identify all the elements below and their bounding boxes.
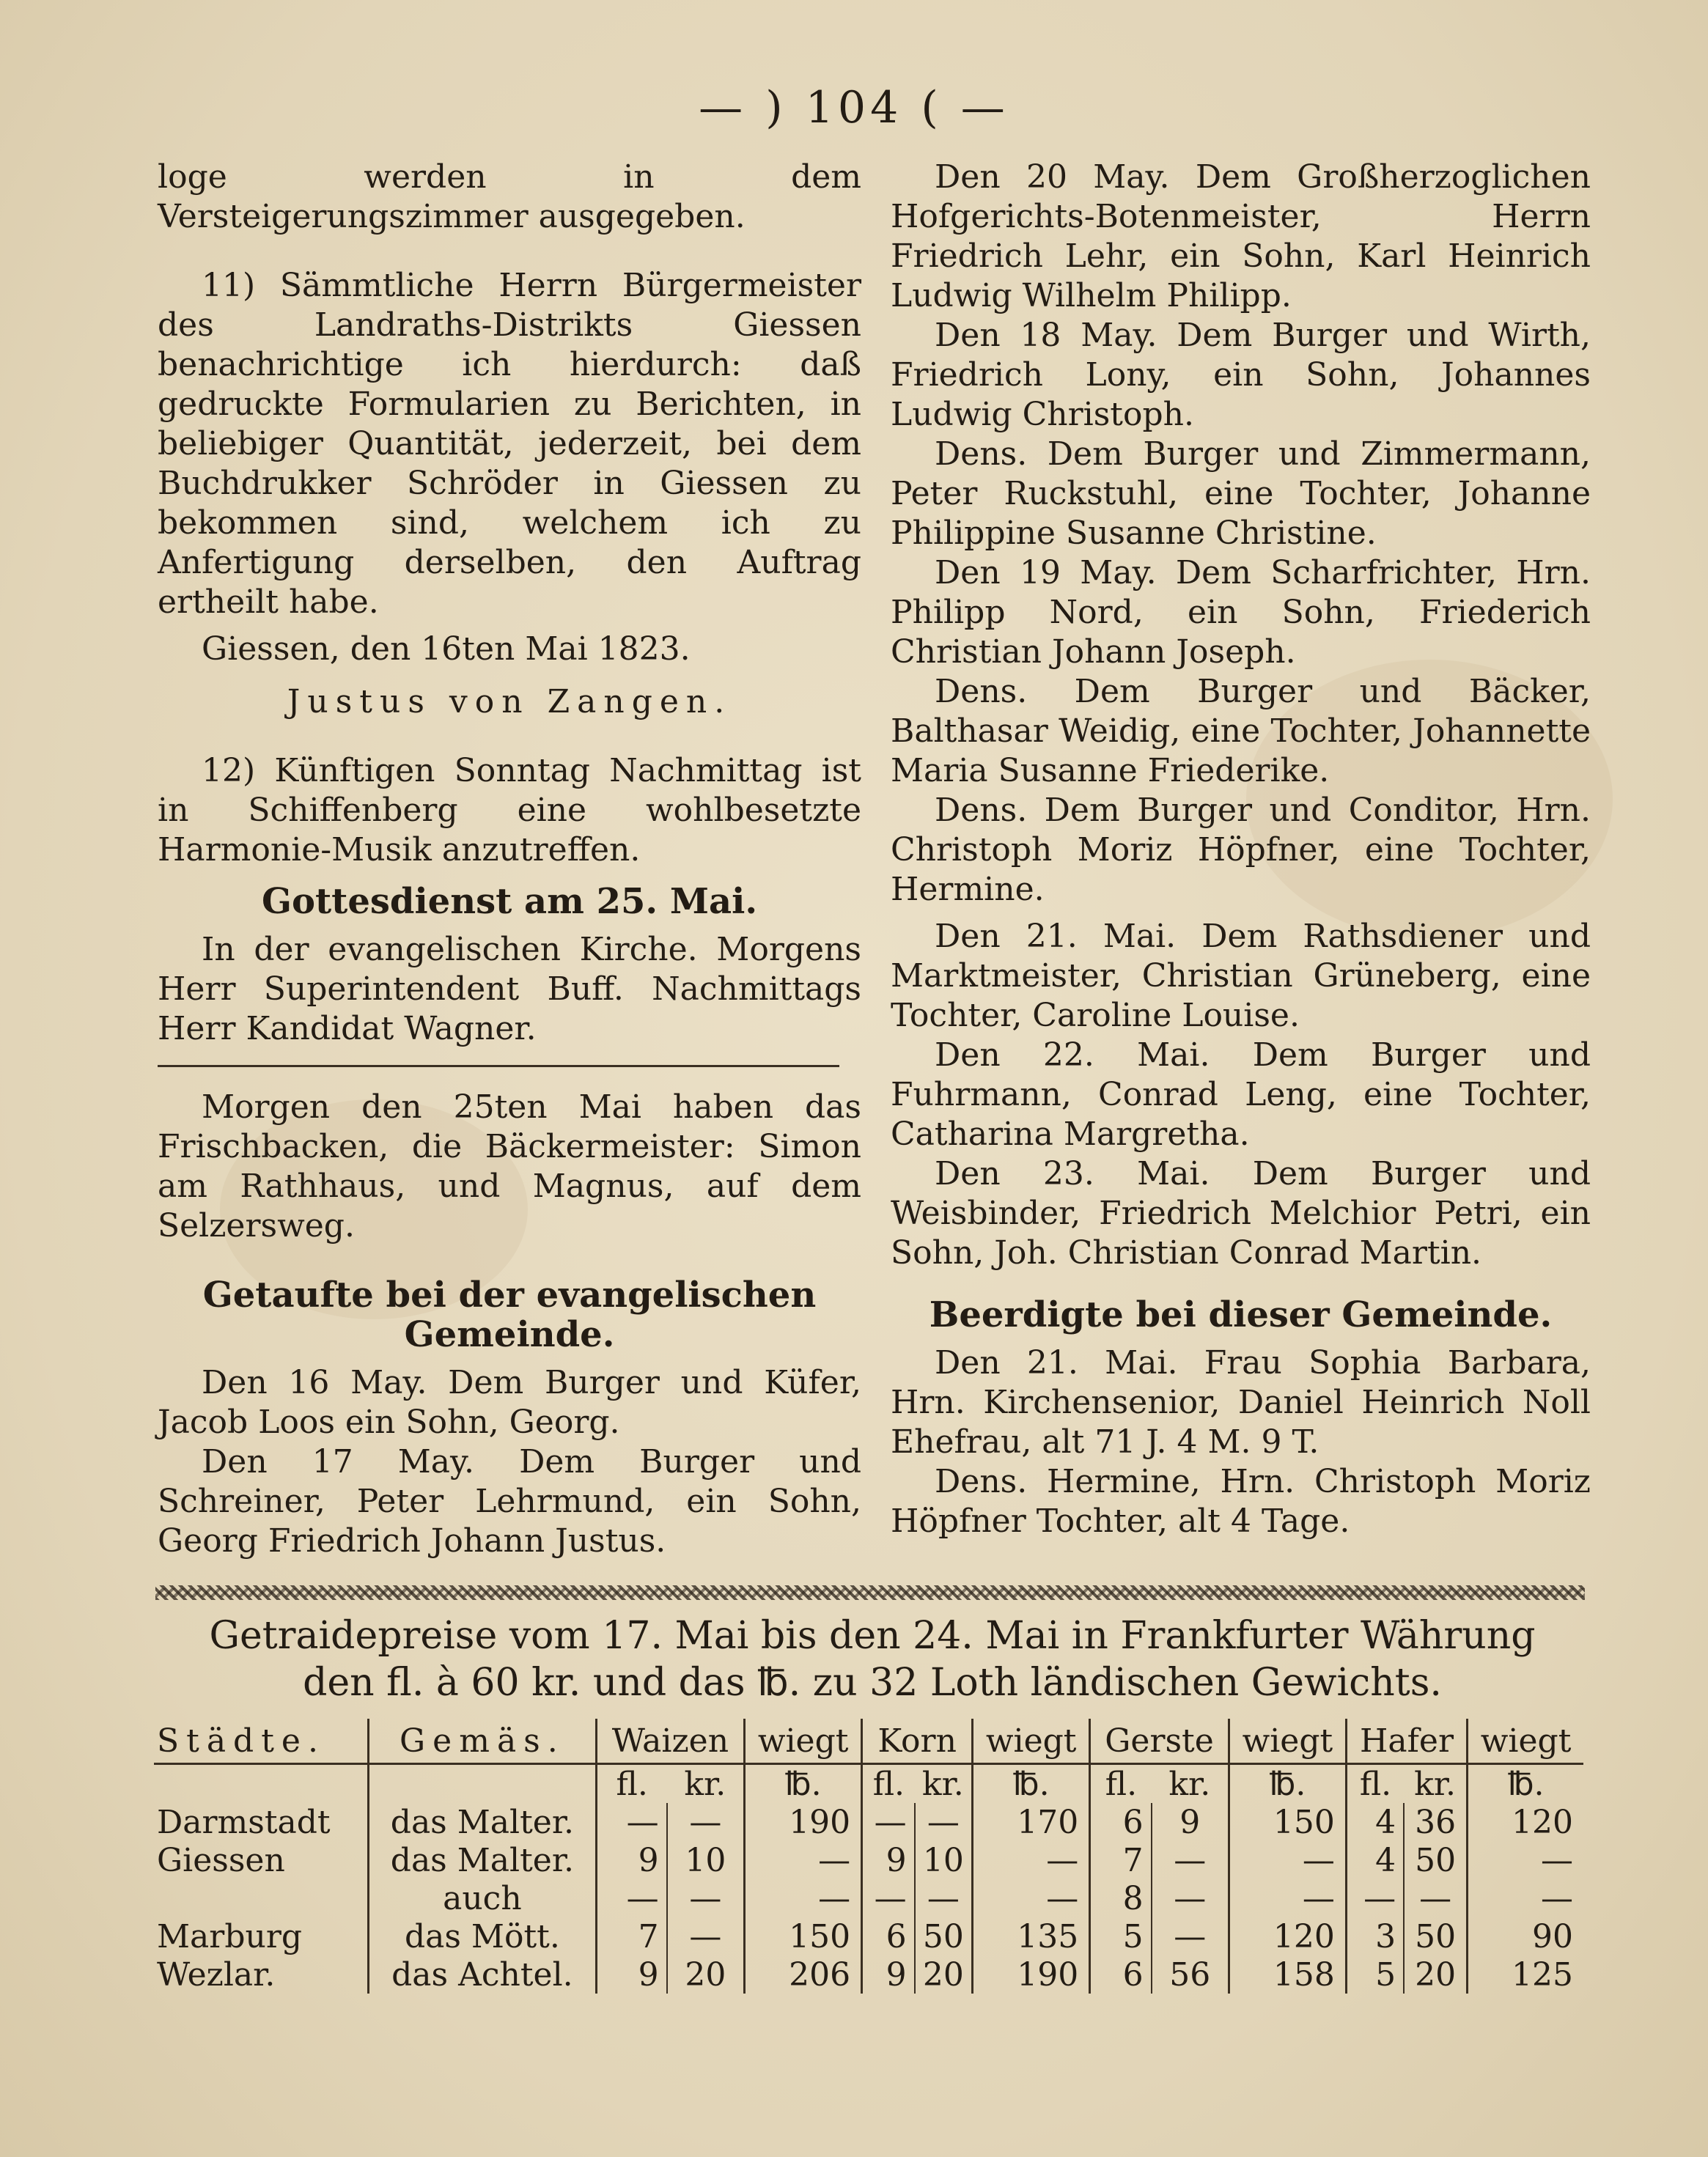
gerste-kr-cell: 9 bbox=[1152, 1803, 1229, 1841]
waizen-kr-cell: — bbox=[667, 1879, 745, 1917]
hafer-wiegt-cell: — bbox=[1541, 1841, 1573, 1879]
left-column bbox=[158, 158, 861, 1568]
grain-prices-table bbox=[154, 1719, 1583, 1994]
left-paragraph-1: loge werden in dem Versteigerungszimmer ausgegeben. bbox=[158, 158, 861, 235]
hafer-kr-cell: — bbox=[1404, 1879, 1468, 1917]
waizen-kr-cell: — bbox=[667, 1803, 745, 1841]
hafer-kr-cell: 20 bbox=[1404, 1955, 1468, 1994]
hafer-fl-cell: — bbox=[1346, 1879, 1404, 1917]
measure-cell: das Malter. bbox=[369, 1803, 597, 1841]
subheader-fl: fl. bbox=[1105, 1765, 1138, 1803]
subheader-kr: kr. bbox=[667, 1764, 745, 1804]
heading-gottesdienst: Gottesdienst am 25. Mai. bbox=[261, 881, 758, 922]
col-header-korn: Korn bbox=[862, 1719, 973, 1764]
table-row bbox=[154, 1955, 1583, 1994]
baptism-entry: Den 17 May. Dem Burger und Schreiner, Peter Lehrmund, ein Sohn, Georg Friedrich Johann Justus. bbox=[158, 1443, 861, 1560]
col-header-gemaes: Gemäs. bbox=[369, 1719, 597, 1764]
waizen-fl-cell: 9 bbox=[596, 1841, 666, 1879]
gerste-kr-cell: — bbox=[1152, 1879, 1229, 1917]
city-cell: Darmstadt bbox=[154, 1803, 369, 1841]
gerste-fl-cell: 8 bbox=[1090, 1879, 1152, 1917]
notice-11-date: Giessen, den 16ten Mai 1823. bbox=[202, 630, 691, 668]
gerste-wiegt-cell: — bbox=[1229, 1841, 1346, 1879]
waizen-kr-cell: — bbox=[667, 1917, 745, 1955]
baptism-entry: Den 21. Mai. Dem Rathsdiener und Marktmeister, Christian Grüneberg, eine Tochter, Caroline Louise. bbox=[891, 918, 1591, 1034]
hafer-wiegt-cell: 90 bbox=[1532, 1917, 1573, 1955]
hafer-fl-cell: 4 bbox=[1346, 1841, 1404, 1879]
table-row bbox=[154, 1803, 1583, 1841]
korn-wiegt-cell: 190 bbox=[973, 1955, 1090, 1994]
gerste-kr-cell: 56 bbox=[1152, 1955, 1229, 1994]
korn-fl-cell: 6 bbox=[862, 1917, 915, 1955]
subheader-fl: fl. bbox=[616, 1765, 648, 1803]
baptism-entry: Den 18 May. Dem Burger und Wirth, Friedrich Lony, ein Sohn, Johannes Ludwig Christoph. bbox=[891, 317, 1591, 433]
col-header-wiegt: wiegt bbox=[973, 1719, 1090, 1764]
subheader-fl: fl. bbox=[1359, 1765, 1392, 1803]
col-header-waizen: Waizen bbox=[596, 1719, 744, 1764]
page-number-header: — ) 104 ( — bbox=[699, 82, 1009, 133]
hafer-fl-cell: 3 bbox=[1346, 1917, 1404, 1955]
col-header-wiegt: wiegt bbox=[1229, 1719, 1346, 1764]
subheader-fl: fl. bbox=[872, 1765, 905, 1803]
korn-wiegt-cell: 170 bbox=[973, 1803, 1090, 1841]
col-header-gerste: Gerste bbox=[1090, 1719, 1229, 1764]
waizen-wiegt-cell: 190 bbox=[745, 1803, 862, 1841]
notice-11: 11) Sämmtliche Herrn Bürgermeister des Landraths-Distrikts Giessen benachrichtige ich hierdurch: daß gedruckte Formularien zu Berichten, in beliebiger Quantität, jederzeit, bei dem Buchdrukker Schröder in Giessen zu bekommen sind, welchem ich zu Anfertigung derselben, den Auftrag ertheilt habe. bbox=[158, 267, 861, 621]
baptism-entry: Den 22. Mai. Dem Burger und Fuhrmann, Conrad Leng, eine Tochter, Catharina Margretha. bbox=[891, 1036, 1591, 1153]
section-divider bbox=[158, 1065, 839, 1067]
waizen-wiegt-cell: — bbox=[745, 1841, 862, 1879]
waizen-wiegt-cell: 206 bbox=[745, 1955, 862, 1994]
waizen-fl-cell: — bbox=[596, 1803, 666, 1841]
subheader-pfund: ℔. bbox=[973, 1764, 1090, 1804]
gerste-wiegt-cell: 150 bbox=[1229, 1803, 1346, 1841]
table-row bbox=[154, 1879, 1583, 1917]
korn-kr-cell: 10 bbox=[915, 1841, 973, 1879]
korn-wiegt-cell: 135 bbox=[973, 1917, 1090, 1955]
church-service-text: In der evangelischen Kirche. Morgens Herr Superintendent Buff. Nachmittags Herr Kandidat Wagner. bbox=[158, 931, 861, 1047]
hafer-wiegt-cell: 125 bbox=[1512, 1955, 1573, 1994]
waizen-wiegt-cell: 150 bbox=[745, 1917, 862, 1955]
subheader-kr: kr. bbox=[1152, 1764, 1229, 1804]
gerste-fl-cell: 6 bbox=[1090, 1803, 1152, 1841]
baptism-entry: Dens. Dem Burger und Zimmermann, Peter Ruckstuhl, eine Tochter, Johanne Philippine Susanne Christine. bbox=[891, 435, 1591, 552]
grain-prices-title bbox=[169, 1612, 1576, 1706]
waizen-kr-cell: 10 bbox=[667, 1841, 745, 1879]
ornamental-rule bbox=[155, 1588, 1585, 1597]
gerste-kr-cell: — bbox=[1152, 1917, 1229, 1955]
waizen-kr-cell: 20 bbox=[667, 1955, 745, 1994]
subheader-pfund: ℔. bbox=[1507, 1765, 1545, 1803]
measure-cell: das Malter. bbox=[369, 1841, 597, 1879]
korn-kr-cell: — bbox=[915, 1879, 973, 1917]
heading-getaufte: Getaufte bei der evangelischen Gemeinde. bbox=[202, 1275, 817, 1355]
burial-entry: Dens. Hermine, Hrn. Christoph Moriz Höpfner Tochter, alt 4 Tage. bbox=[891, 1463, 1591, 1540]
measure-cell: das Mött. bbox=[369, 1917, 597, 1955]
col-header-hafer: Hafer bbox=[1346, 1719, 1467, 1764]
korn-fl-cell: — bbox=[862, 1803, 915, 1841]
gerste-fl-cell: 5 bbox=[1090, 1917, 1152, 1955]
city-cell: Marburg bbox=[154, 1917, 369, 1955]
col-header-staedte: Städte. bbox=[154, 1719, 369, 1764]
city-cell bbox=[154, 1879, 369, 1917]
table-row bbox=[154, 1841, 1583, 1879]
burial-entry: Den 21. Mai. Frau Sophia Barbara, Hrn. Kirchensenior, Daniel Heinrich Noll Ehefrau, alt 71 J. 4 M. 9 T. bbox=[891, 1344, 1591, 1461]
hafer-fl-cell: 5 bbox=[1346, 1955, 1404, 1994]
baptism-entry: Den 20 May. Dem Großherzoglichen Hofgerichts-Botenmeister, Herrn Friedrich Lehr, ein Sohn, Karl Heinrich Ludwig Wilhelm Philipp. bbox=[891, 158, 1591, 314]
korn-kr-cell: — bbox=[915, 1803, 973, 1841]
gerste-wiegt-cell: — bbox=[1229, 1879, 1346, 1917]
waizen-fl-cell: 7 bbox=[596, 1917, 666, 1955]
gerste-wiegt-cell: 120 bbox=[1229, 1917, 1346, 1955]
gerste-wiegt-cell: 158 bbox=[1229, 1955, 1346, 1994]
korn-wiegt-cell: — bbox=[973, 1879, 1090, 1917]
right-column bbox=[891, 158, 1591, 1541]
hafer-kr-cell: 50 bbox=[1404, 1841, 1468, 1879]
gerste-fl-cell: 6 bbox=[1090, 1955, 1152, 1994]
waizen-fl-cell: 9 bbox=[596, 1955, 666, 1994]
col-header-wiegt: wiegt bbox=[745, 1719, 862, 1764]
baptism-entry: Den 23. Mai. Dem Burger und Weisbinder, Friedrich Melchior Petri, ein Sohn, Joh. Christian Conrad Martin. bbox=[891, 1155, 1591, 1272]
hafer-wiegt-cell: — bbox=[1541, 1879, 1573, 1917]
korn-fl-cell: — bbox=[862, 1879, 915, 1917]
waizen-fl-cell: — bbox=[596, 1879, 666, 1917]
heading-beerdigte: Beerdigte bei dieser Gemeinde. bbox=[929, 1294, 1553, 1335]
subheader-pfund: ℔. bbox=[745, 1764, 862, 1804]
waizen-wiegt-cell: — bbox=[745, 1879, 862, 1917]
subheader-pfund: ℔. bbox=[1229, 1764, 1346, 1804]
gerste-kr-cell: — bbox=[1152, 1841, 1229, 1879]
col-header-wiegt: wiegt bbox=[1468, 1719, 1583, 1764]
table-row bbox=[154, 1917, 1583, 1955]
notice-12: 12) Künftigen Sonntag Nachmittag ist in Schiffenberg eine wohlbesetzte Harmonie-Musik anzutreffen. bbox=[158, 752, 861, 869]
gerste-fl-cell: 7 bbox=[1090, 1841, 1152, 1879]
subheader-kr: kr. bbox=[915, 1764, 973, 1804]
hafer-kr-cell: 36 bbox=[1404, 1803, 1468, 1841]
measure-cell: auch bbox=[369, 1879, 597, 1917]
baptism-entry: Den 19 May. Dem Scharfrichter, Hrn. Philipp Nord, ein Sohn, Friederich Christian Johann Joseph. bbox=[891, 554, 1591, 671]
bakery-notice: Morgen den 25ten Mai haben das Frischbacken, die Bäckermeister: Simon am Rathhaus, und Magnus, auf dem Selzersweg. bbox=[158, 1088, 861, 1245]
korn-fl-cell: 9 bbox=[862, 1955, 915, 1994]
korn-kr-cell: 20 bbox=[915, 1955, 973, 1994]
baptism-entry: Dens. Dem Burger und Conditor, Hrn. Christoph Moriz Höpfner, eine Tochter, Hermine. bbox=[891, 792, 1591, 908]
korn-fl-cell: 9 bbox=[862, 1841, 915, 1879]
city-cell: Wezlar. bbox=[154, 1955, 369, 1994]
grain-prices-title-line1: Getraidepreise vom 17. Mai bis den 24. Mai in Frankfurter Währung bbox=[209, 1614, 1536, 1658]
grain-prices-title-line2: den fl. à 60 kr. und das ℔. zu 32 Loth ländischen Gewichts. bbox=[303, 1661, 1442, 1705]
grain-prices-rows bbox=[154, 1803, 1583, 1994]
baptism-entry: Dens. Dem Burger und Bäcker, Balthasar Weidig, eine Tochter, Johannette Maria Susanne Friederike. bbox=[891, 673, 1591, 789]
baptism-entry: Den 16 May. Dem Burger und Küfer, Jacob Loos ein Sohn, Georg. bbox=[158, 1364, 861, 1441]
subheader-kr: kr. bbox=[1404, 1764, 1468, 1804]
hafer-kr-cell: 50 bbox=[1404, 1917, 1468, 1955]
signature: Justus von Zangen. bbox=[287, 683, 732, 720]
city-cell: Giessen bbox=[154, 1841, 369, 1879]
hafer-wiegt-cell: 120 bbox=[1512, 1803, 1573, 1841]
korn-wiegt-cell: — bbox=[973, 1841, 1090, 1879]
korn-kr-cell: 50 bbox=[915, 1917, 973, 1955]
hafer-fl-cell: 4 bbox=[1346, 1803, 1404, 1841]
measure-cell: das Achtel. bbox=[369, 1955, 597, 1994]
